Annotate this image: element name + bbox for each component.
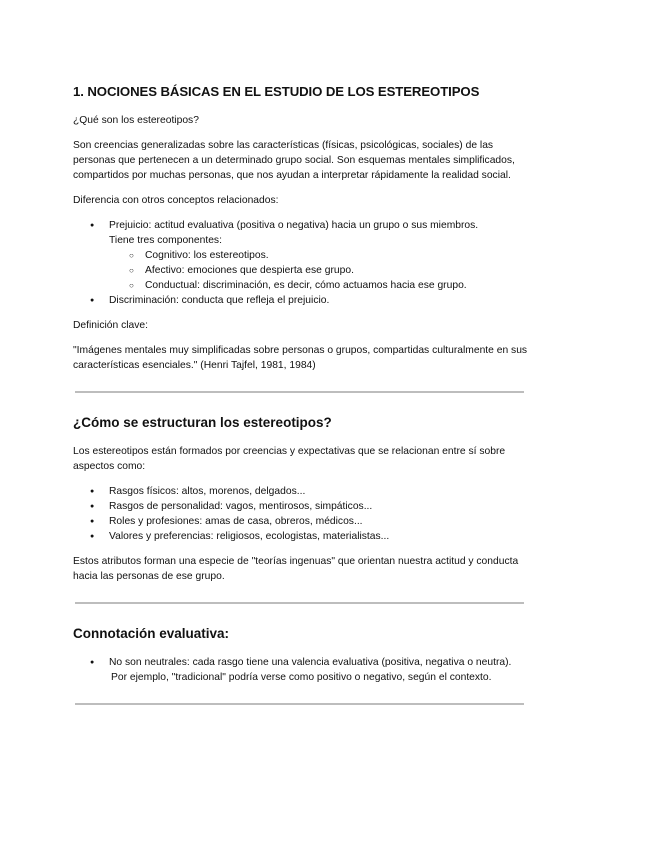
section-2-title: ¿Cómo se estructuran los estereotipos? — [73, 415, 332, 430]
component-item: ○ Conductual: discriminación, es decir, cómo actuamos hacia ese grupo. — [109, 278, 529, 293]
evaluative-list — [73, 655, 529, 685]
list-item: ● Rasgos de personalidad: vagos, mentirosos, simpáticos... — [73, 499, 529, 514]
section-divider — [75, 602, 524, 604]
document-content — [73, 84, 529, 727]
section-divider — [75, 391, 524, 393]
component-item: ○ Afectivo: emociones que despierta ese grupo. — [109, 263, 529, 278]
component-item: ○ Cognitivo: los estereotipos. — [109, 248, 529, 263]
section-3-title: Connotación evaluativa: — [73, 626, 230, 641]
section-2-intro: Los estereotipos están formados por creencias y expectativas que se relacionan entre sí sobre aspectos como: — [73, 446, 506, 472]
prejuicio-components-label: Tiene tres componentes: — [109, 235, 222, 246]
neutrales-text: ● No son neutrales: cada rasgo tiene una valencia evaluativa (positiva, negativa o neutra). — [109, 657, 512, 668]
example-text: Por ejemplo, "tradicional" podría verse como positivo o negativo, según el contexto. — [111, 672, 492, 683]
section-2-closing: Estos atributos forman una especie de "teorías ingenuas" que orientan nuestra actitud y conducta hacia las personas de ese grupo. — [73, 556, 519, 582]
definition-label: Definición clave: — [73, 320, 148, 331]
list-item: ● Rasgos físicos: altos, morenos, delgados... — [73, 484, 529, 499]
list-item: ● Roles y profesiones: amas de casa, obreros, médicos... — [73, 514, 529, 529]
list-item-prejuicio — [73, 218, 529, 293]
list-item: ● Valores y preferencias: religiosos, ecologistas, materialistas... — [73, 529, 529, 544]
section-1-question: ¿Qué son los estereotipos? — [73, 115, 199, 126]
section-divider — [75, 703, 524, 705]
list-item-neutrales — [73, 655, 529, 685]
differences-label: Diferencia con otros conceptos relacionados: — [73, 195, 279, 206]
prejuicio-text: ● Prejuicio: actitud evaluativa (positiva o negativa) hacia un grupo o sus miembros. — [109, 220, 479, 231]
section-1-title: 1. NOCIONES BÁSICAS EN EL ESTUDIO DE LOS ESTEREOTIPOS — [73, 84, 480, 99]
definition-quote: "Imágenes mentales muy simplificadas sobre personas o grupos, compartidas culturalmente en sus características esenciales." (Henri Tajfel, 1981, 1984) — [73, 345, 528, 371]
section-1-intro: Son creencias generalizadas sobre las características (físicas, psicológicas, sociales) de las personas que pertenecen a un determinado grupo social. Son esquemas mentales simplificados, compartidos por muchas personas, que nos ayudan a interpretar rápidamente la realidad social. — [73, 140, 515, 181]
list-item-discriminacion: ● Discriminación: conducta que refleja el prejuicio. — [73, 293, 529, 308]
aspects-list — [73, 484, 529, 544]
components-list — [109, 248, 529, 293]
concepts-list — [73, 218, 529, 308]
